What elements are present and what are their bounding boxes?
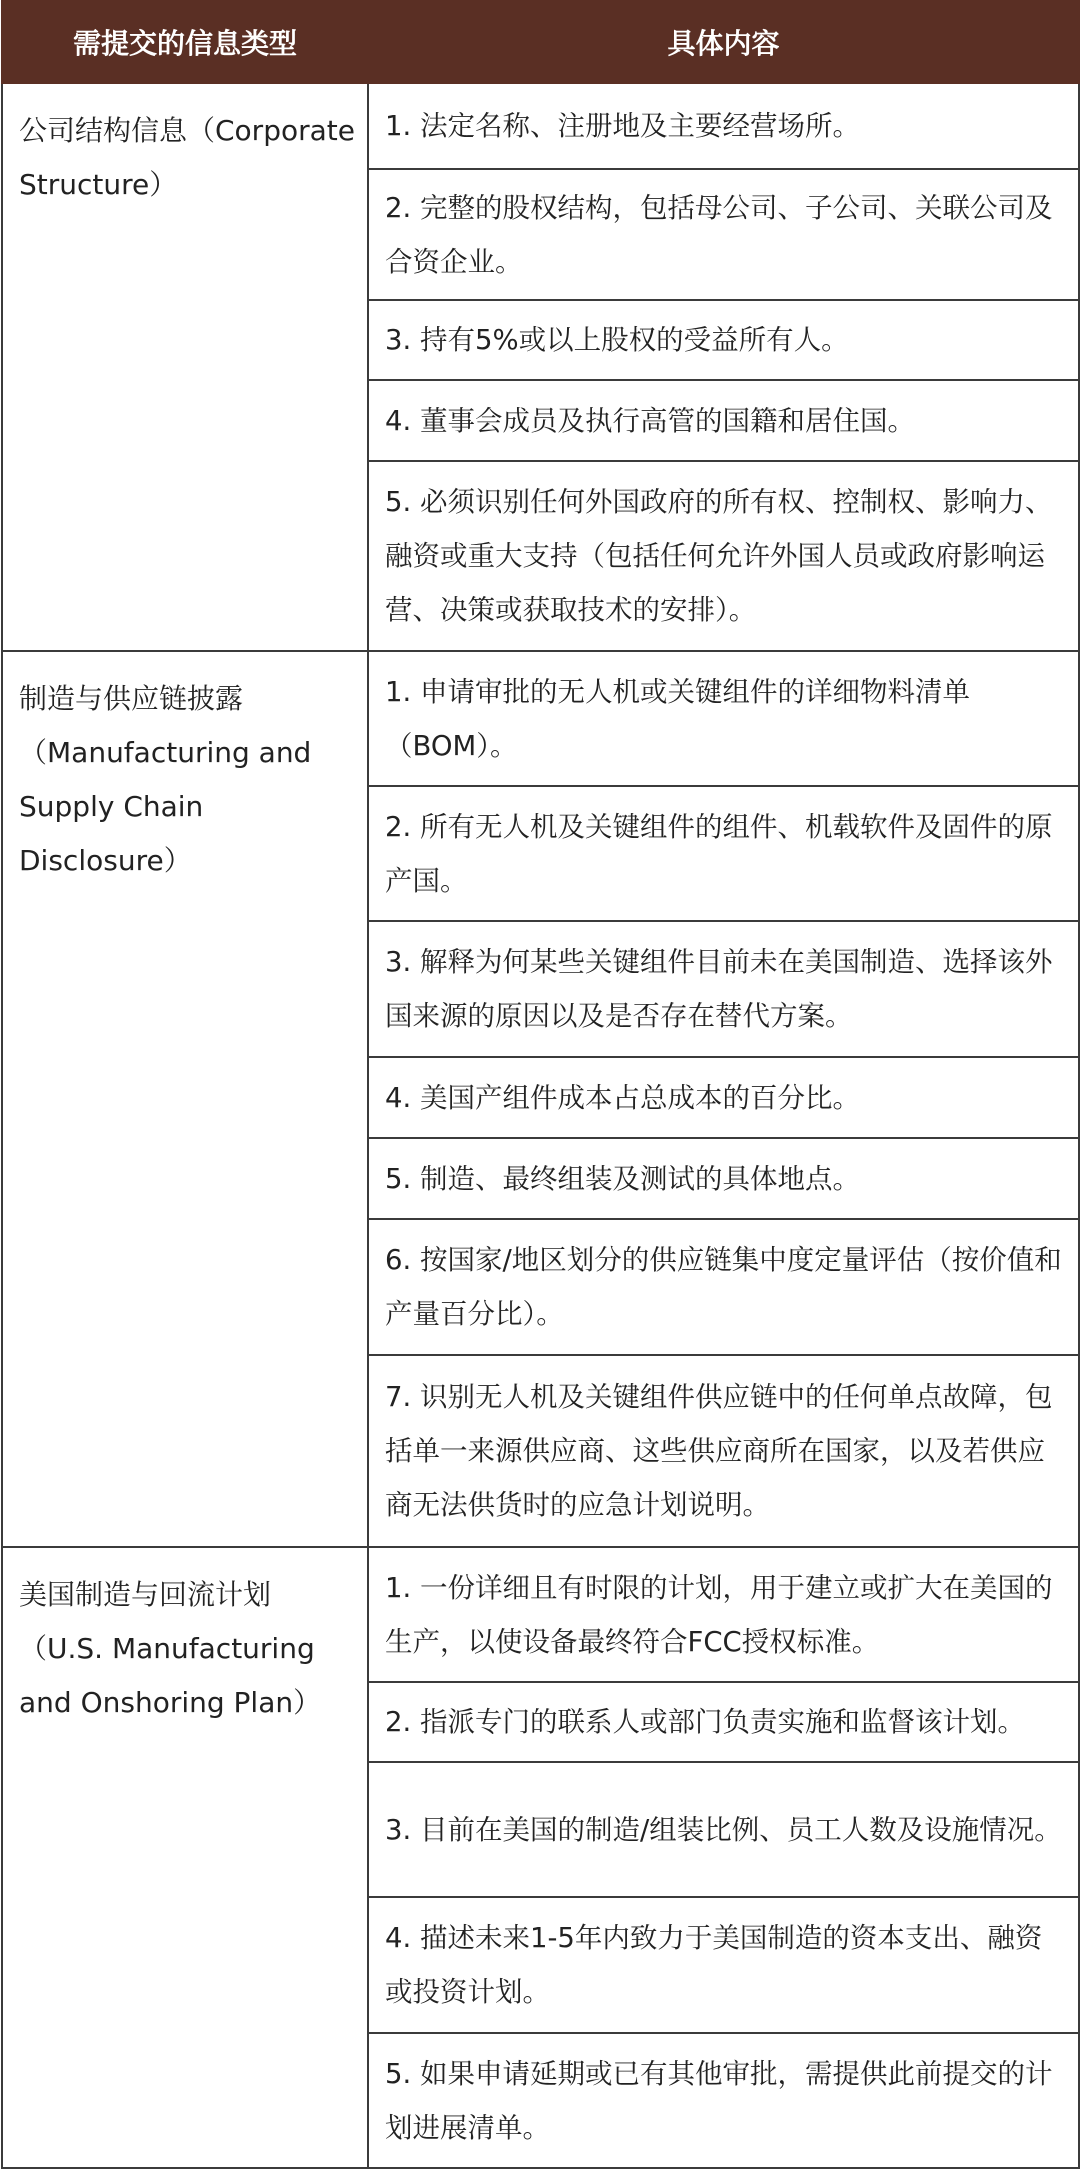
info-requirements-table — [1, 0, 1080, 2169]
table-cell-item: 2. 所有无人机及关键组件的组件、机载软件及固件的原产国。 — [368, 786, 1079, 921]
header-content: 具体内容 — [368, 1, 1079, 83]
category-corporate-structure: 公司结构信息（Corporate Structure） — [2, 83, 368, 651]
table-row — [2, 1547, 1079, 1682]
table-cell-item: 5. 制造、最终组装及测试的具体地点。 — [368, 1138, 1079, 1219]
table-cell-item: 6. 按国家/地区划分的供应链集中度定量评估（按价值和产量百分比）。 — [368, 1219, 1079, 1355]
table-row — [2, 651, 1079, 786]
table-cell-item: 3. 目前在美国的制造/组装比例、员工人数及设施情况。 — [368, 1762, 1079, 1897]
table-cell-item: 1. 申请审批的无人机或关键组件的详细物料清单（BOM）。 — [368, 651, 1079, 786]
table-cell-item: 3. 解释为何某些关键组件目前未在美国制造、选择该外国来源的原因以及是否存在替代方案。 — [368, 921, 1079, 1057]
category-us-manufacturing-plan: 美国制造与回流计划（U.S. Manufacturing and Onshoring Plan） — [2, 1547, 368, 2168]
table-cell-item: 4. 描述未来1-5年内致力于美国制造的资本支出、融资或投资计划。 — [368, 1897, 1079, 2033]
table-cell-item: 1. 法定名称、注册地及主要经营场所。 — [368, 83, 1079, 169]
table-cell-item: 5. 如果申请延期或已有其他审批，需提供此前提交的计划进展清单。 — [368, 2033, 1079, 2168]
table-row — [2, 83, 1079, 169]
table-cell-item: 4. 美国产组件成本占总成本的百分比。 — [368, 1057, 1079, 1138]
table-cell-item: 2. 指派专门的联系人或部门负责实施和监督该计划。 — [368, 1682, 1079, 1762]
table-cell-item: 2. 完整的股权结构，包括母公司、子公司、关联公司及合资企业。 — [368, 169, 1079, 300]
header-info-type: 需提交的信息类型 — [2, 1, 368, 83]
category-manufacturing-supply-chain: 制造与供应链披露（Manufacturing and Supply Chain Disclosure） — [2, 651, 368, 1547]
table-cell-item: 1. 一份详细且有时限的计划，用于建立或扩大在美国的生产，以使设备最终符合FCC授权标准。 — [368, 1547, 1079, 1682]
table-header-row — [2, 1, 1079, 83]
table-cell-item: 5. 必须识别任何外国政府的所有权、控制权、影响力、融资或重大支持（包括任何允许外国人员或政府影响运营、决策或获取技术的安排）。 — [368, 461, 1079, 651]
table-cell-item: 4. 董事会成员及执行高管的国籍和居住国。 — [368, 380, 1079, 461]
table-cell-item: 7. 识别无人机及关键组件供应链中的任何单点故障，包括单一来源供应商、这些供应商所在国家，以及若供应商无法供货时的应急计划说明。 — [368, 1355, 1079, 1547]
table-cell-item: 3. 持有5%或以上股权的受益所有人。 — [368, 300, 1079, 380]
